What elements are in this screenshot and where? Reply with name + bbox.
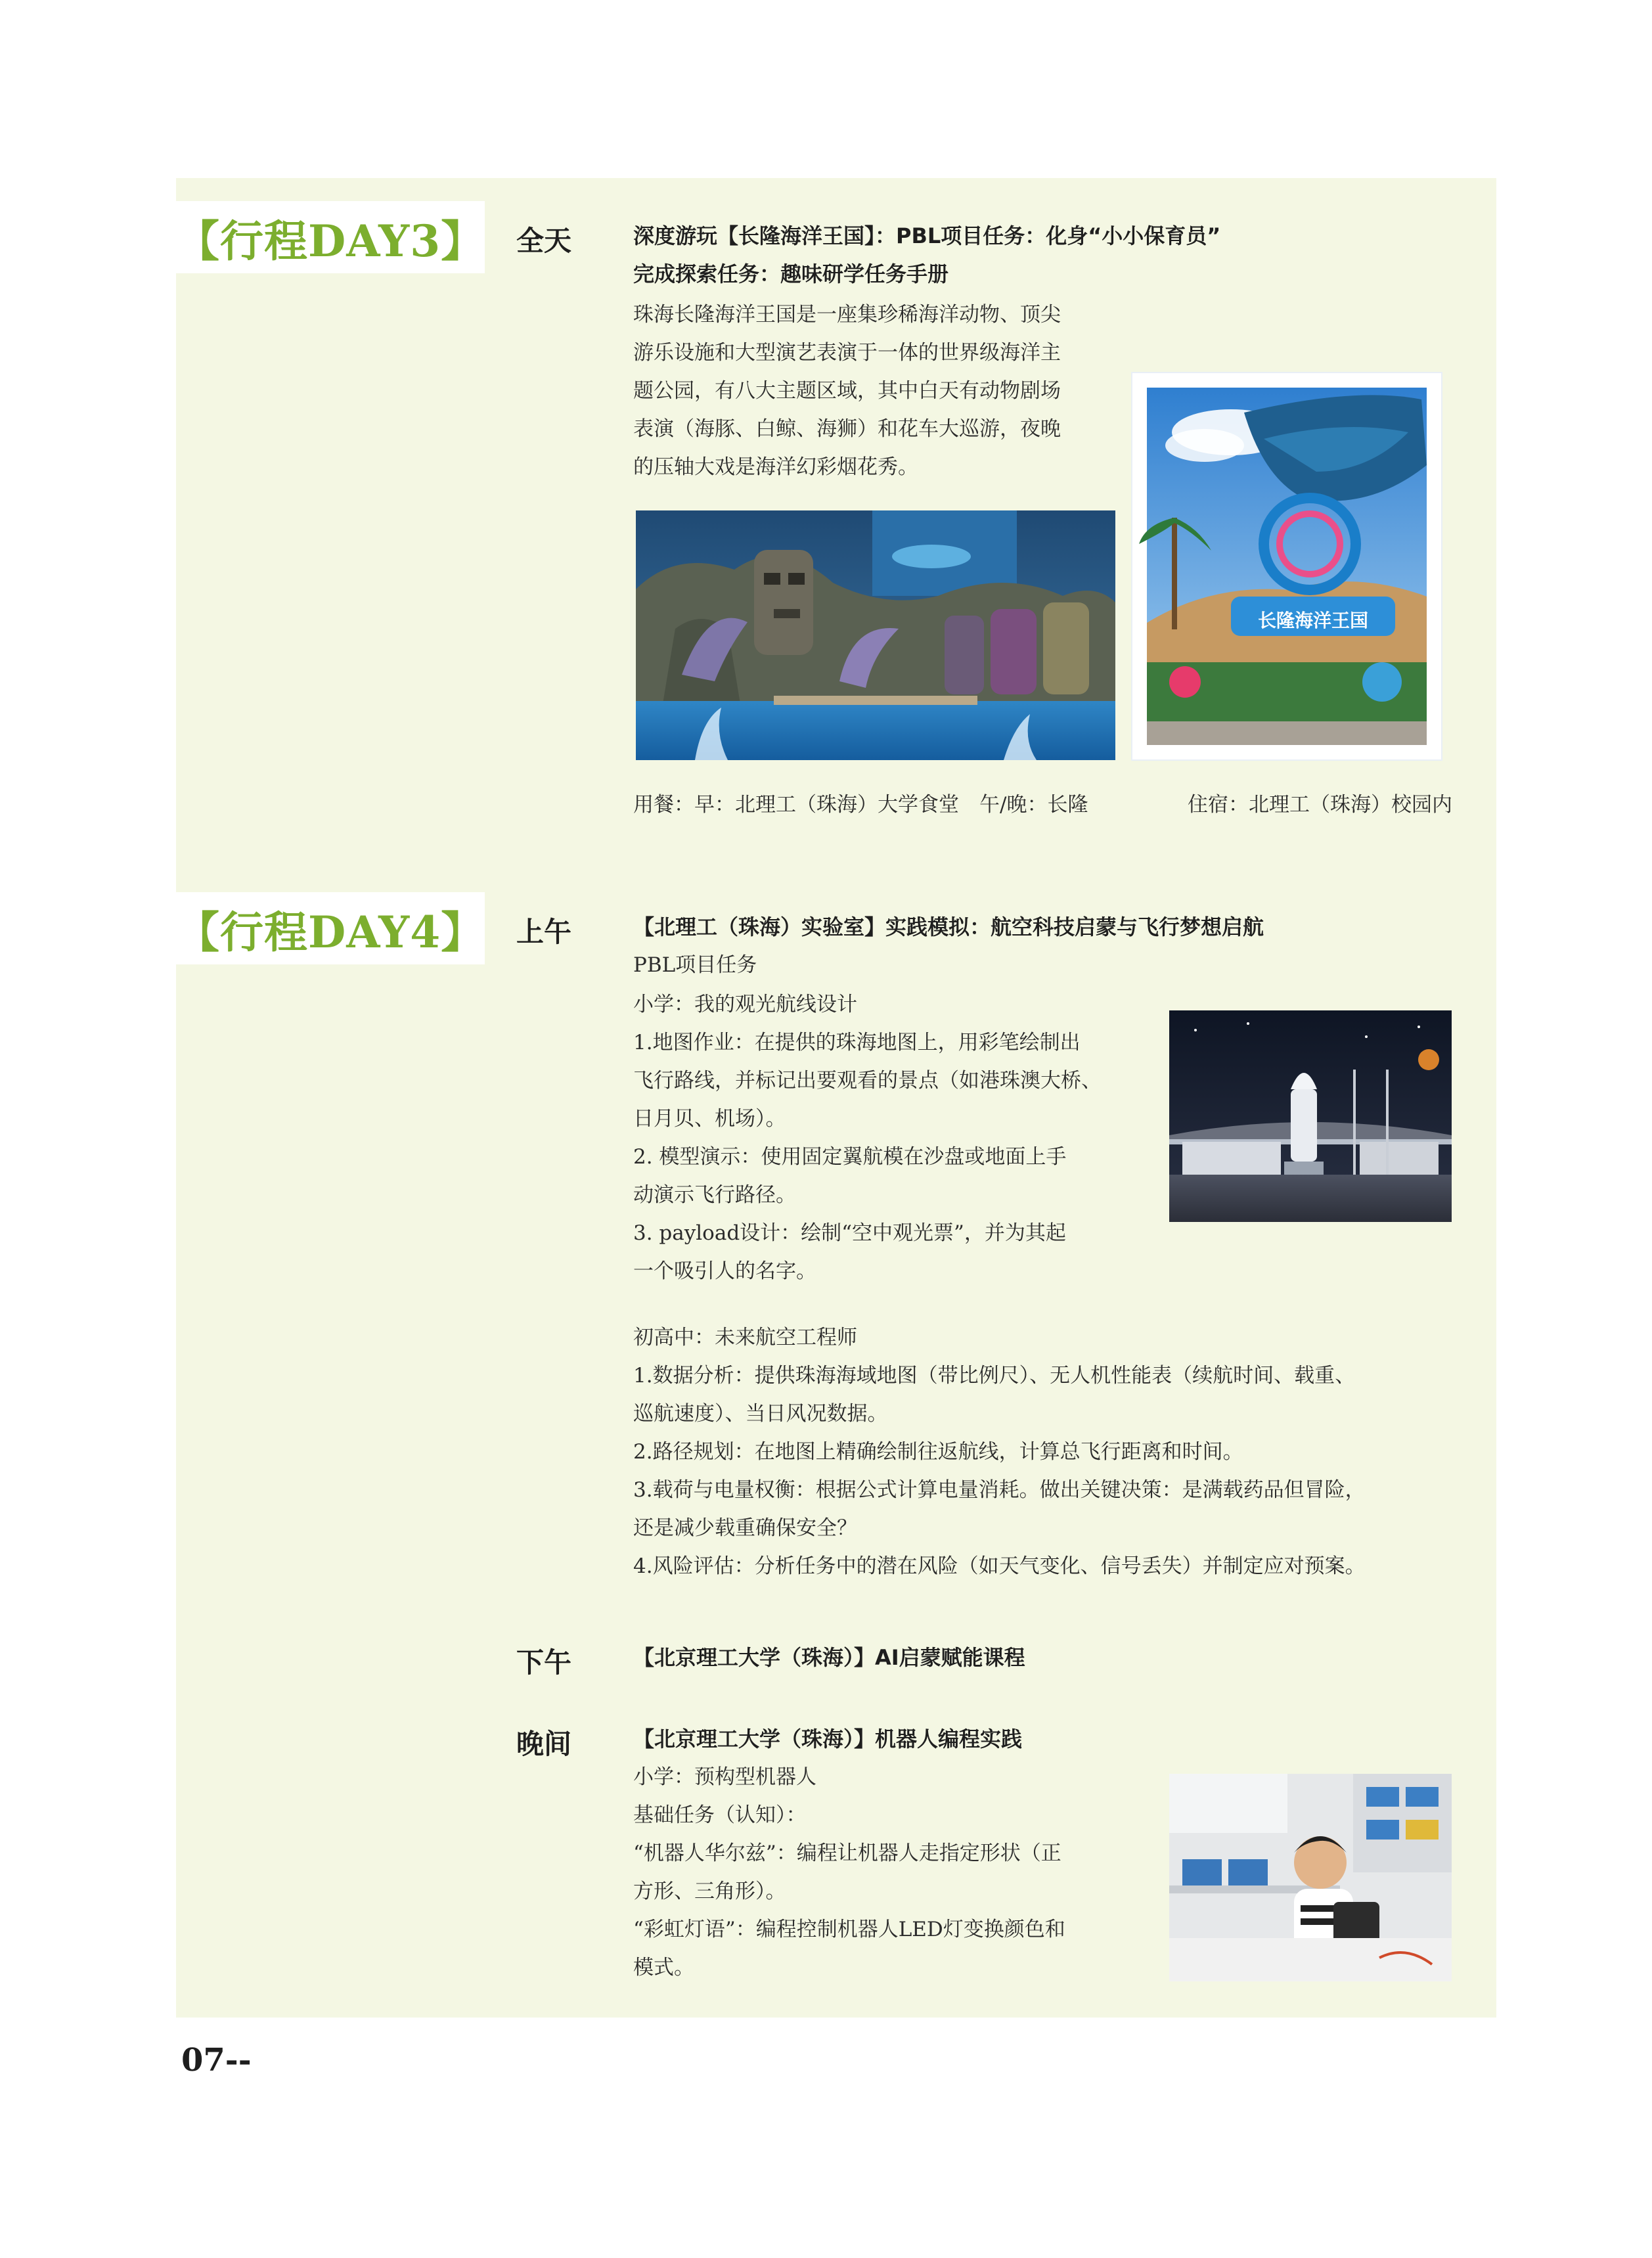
- day4-evening-label: 晚间: [516, 1728, 572, 1760]
- day3-title-line2: 完成探索任务：趣味研学任务手册: [633, 261, 949, 286]
- day3-desc-line: 珠海长隆海洋王国是一座集珍稀海洋动物、顶尖: [633, 303, 1061, 327]
- middle-task-line: 巡航速度）、当日风况数据。: [633, 1402, 888, 1426]
- day3-desc-line: 的压轴大戏是海洋幻彩烟花秀。: [633, 455, 918, 479]
- day3-desc-line: 表演（海豚、白鲸、海狮）和花车大巡游，夜晚: [633, 417, 1061, 441]
- primary-task-line: 3. payload设计：绘制“空中观光票”，并为其起: [633, 1221, 1066, 1245]
- primary-task-line: 日月贝、机场）。: [633, 1107, 786, 1131]
- day3-lodging: 住宿：北理工（珠海）校园内: [1188, 793, 1452, 817]
- middle-task-line: 2.路径规划：在地图上精确绘制往返航线，计算总飞行距离和时间。: [633, 1440, 1243, 1464]
- middle-task-list: [633, 1357, 1461, 1585]
- day3-header: 【行程DAY3】: [176, 201, 485, 273]
- primary-task-line: 2. 模型演示：使用固定翼航模在沙盘或地面上手: [633, 1145, 1067, 1169]
- day3-meals: 用餐：早：北理工（珠海）大学食堂 午/晚：长隆: [633, 793, 1088, 817]
- middle-task-line: 1.数据分析：提供珠海海域地图（带比例尺）、无人机性能表（续航时间、载重、: [633, 1364, 1356, 1388]
- day4-afternoon-label: 下午: [516, 1646, 572, 1679]
- middle-task-line: 还是减少载重确保安全？: [633, 1516, 857, 1540]
- primary-task-line: 飞行路线，并标记出要观看的景点（如港珠澳大桥、: [633, 1069, 1102, 1093]
- day3-title-line1: 深度游玩【长隆海洋王国】：PBL项目任务：化身“小小保育员”: [633, 223, 1221, 248]
- day4-afternoon-title: 【北京理工大学（珠海）】AI启蒙赋能课程: [633, 1645, 1025, 1670]
- evening-task-line: “彩虹灯语”：编程控制机器人LED灯变换颜色和: [633, 1918, 1065, 1941]
- day3-description: [633, 296, 1119, 486]
- day4-morning-subtitle: PBL项目任务: [633, 953, 757, 977]
- day3-desc-line: 游乐设施和大型演艺表演于一体的世界级海洋主: [633, 341, 1061, 365]
- day3-desc-line: 题公园，有八大主题区域，其中白天有动物剧场: [633, 379, 1061, 403]
- day4-evening-title: 【北京理工大学（珠海）】机器人编程实践: [633, 1727, 1023, 1751]
- evening-task-line: 方形、三角形）。: [633, 1880, 786, 1903]
- day4-morning-label: 上午: [516, 916, 572, 948]
- dolphin-show-photo: [636, 510, 1115, 760]
- primary-task-line: 动演示飞行路径。: [633, 1183, 796, 1207]
- day3-time-label: 全天: [516, 225, 572, 257]
- primary-task-line: 1.地图作业：在提供的珠海地图上，用彩笔绘制出: [633, 1031, 1081, 1054]
- evening-task-line: 基础任务（认知）：: [633, 1803, 807, 1827]
- middle-task-line: 3.载荷与电量权衡：根据公式计算电量消耗。做出关键决策：是满载药品但冒险，: [633, 1478, 1366, 1502]
- primary-task-list: [633, 1024, 1132, 1290]
- primary-task-line: 一个吸引人的名字。: [633, 1259, 816, 1283]
- aerospace-exhibit-photo: [1169, 1010, 1452, 1222]
- robot-programming-photo: [1169, 1774, 1452, 1981]
- evening-task-line: “机器人华尔兹”：编程让机器人走指定形状（正: [633, 1841, 1061, 1865]
- page-number: 07--: [181, 2042, 252, 2079]
- evening-task-list: [633, 1758, 1132, 1987]
- middle-task-line: 4.风险评估：分析任务中的潜在风险（如天气变化、信号丢失）并制定应对预案。: [633, 1554, 1366, 1578]
- evening-task-line: 模式。: [633, 1956, 694, 1979]
- ocean-kingdom-entrance-photo: [1132, 373, 1441, 759]
- middle-task-title: 初高中：未来航空工程师: [633, 1326, 857, 1349]
- park-sign-text: 长隆海洋王国: [1257, 610, 1368, 631]
- day4-header: 【行程DAY4】: [176, 892, 485, 964]
- evening-task-line: 小学：预构型机器人: [633, 1765, 816, 1789]
- day4-morning-title: 【北理工（珠海）实验室】实践模拟：航空科技启蒙与飞行梦想启航: [633, 914, 1264, 939]
- primary-task-title: 小学：我的观光航线设计: [633, 993, 857, 1016]
